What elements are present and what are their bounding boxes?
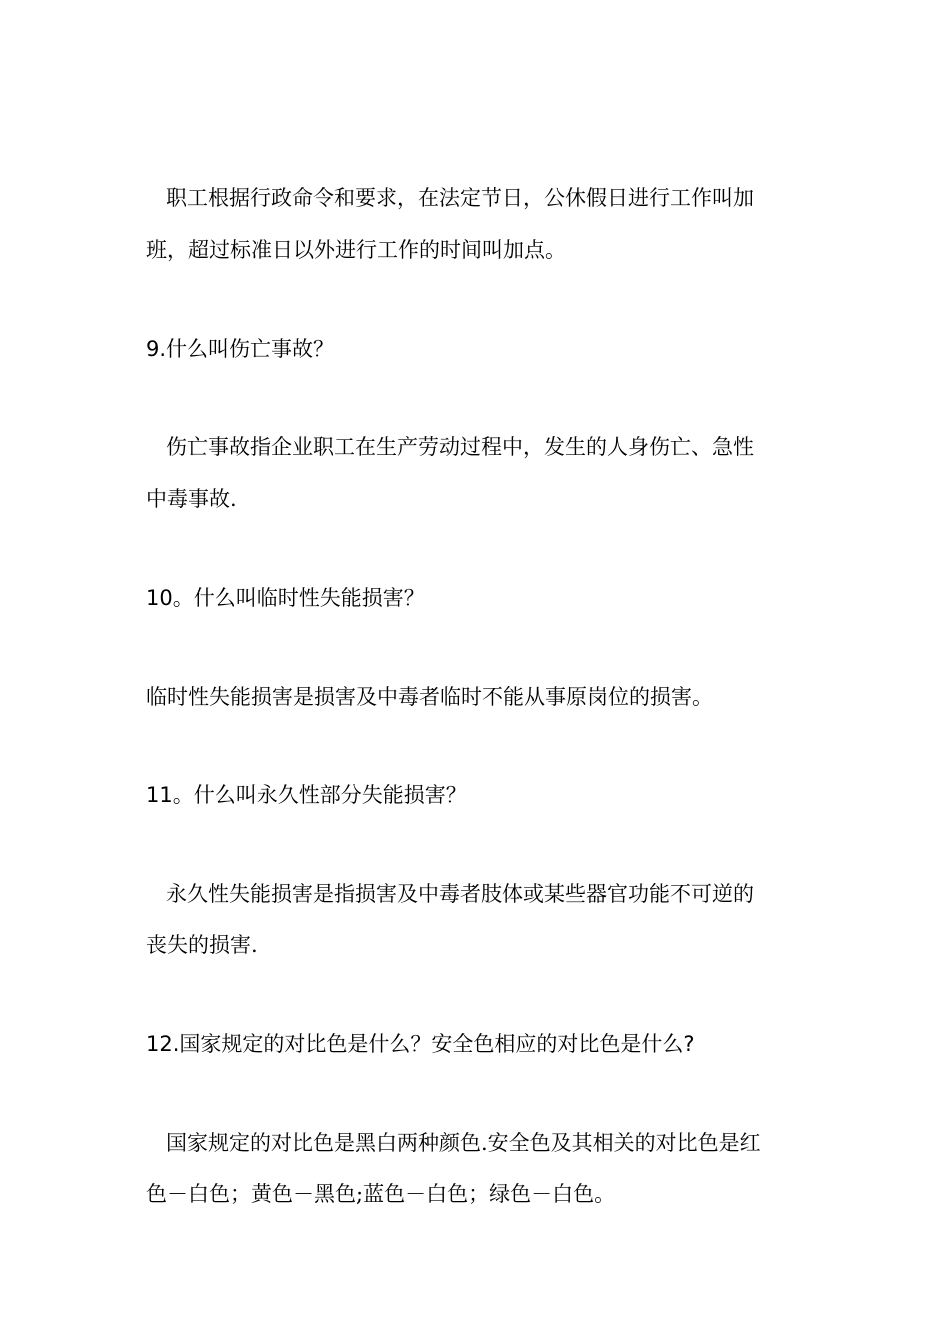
answer-8-line-2: 班，超过标准日以外进行工作的时间叫加点。 [146, 238, 566, 262]
answer-12-line-1: 国家规定的对比色是黑白两种颜色.安全色及其相关的对比色是红 [166, 1131, 761, 1155]
question-12: 12.国家规定的对比色是什么？安全色相应的对比色是什么? [146, 1032, 695, 1056]
question-9: 9.什么叫伤亡事故？ [146, 337, 335, 361]
question-10: 10。什么叫临时性失能损害？ [146, 586, 425, 610]
question-11: 11。什么叫永久性部分失能损害？ [146, 783, 467, 807]
answer-11-line-2: 丧失的损害. [146, 933, 258, 957]
answer-12-line-2: 色－白色；黄色－黑色;蓝色－白色；绿色－白色。 [146, 1182, 616, 1206]
answer-8-line-1: 职工根据行政命令和要求，在法定节日，公休假日进行工作叫加 [166, 186, 754, 210]
answer-10-line-1: 临时性失能损害是损害及中毒者临时不能从事原岗位的损害。 [146, 685, 713, 709]
answer-9-line-1: 伤亡事故指企业职工在生产劳动过程中，发生的人身伤亡、急性 [166, 435, 754, 459]
answer-11-line-1: 永久性失能损害是指损害及中毒者肢体或某些器官功能不可逆的 [166, 882, 754, 906]
answer-9-line-2: 中毒事故. [146, 487, 237, 511]
